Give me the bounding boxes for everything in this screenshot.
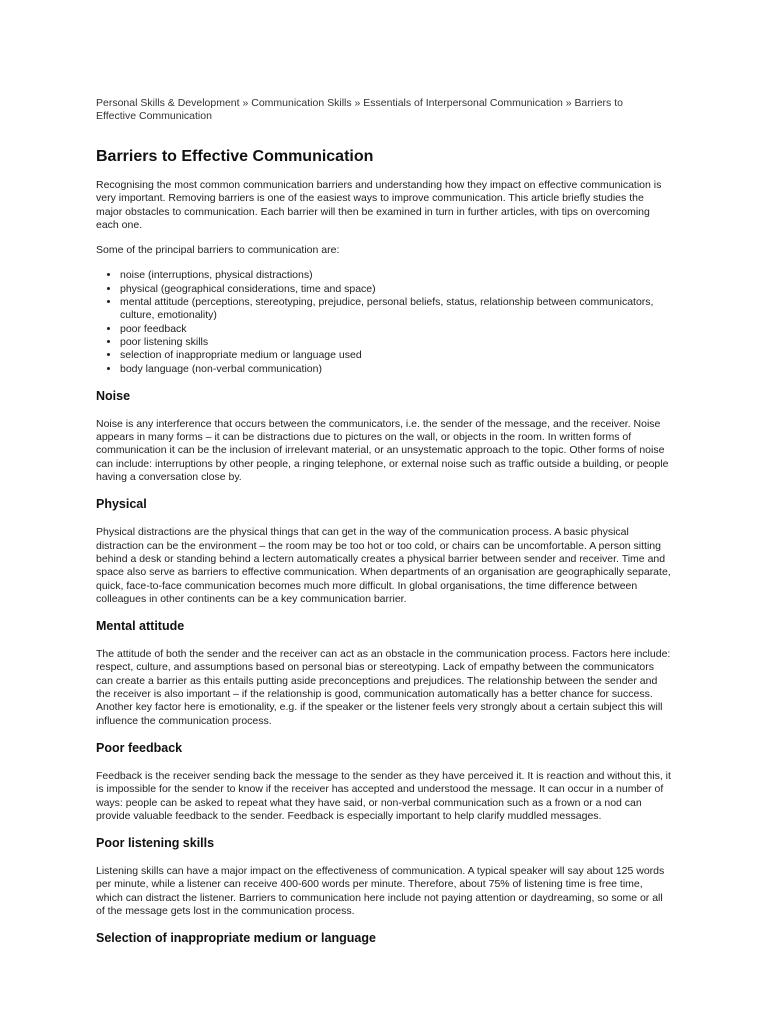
list-item: • noise (interruptions, physical distractions)	[120, 269, 672, 282]
section-heading: Selection of inappropriate medium or language	[96, 931, 376, 946]
section-body: Listening skills can have a major impact on the effectiveness of communication. A typical speaker will say about 125 words per minute, while a listener can receive 400-600 words per minute. Therefore, about 75% of listening time is free time, which can distract the listener. Barriers to communication here include not paying attention or daydreaming, so some or all of the message gets lost in the communication process.	[96, 865, 665, 917]
list-item: • body language (non-verbal communication)	[120, 363, 672, 376]
section-body: Feedback is the receiver sending back the message to the sender as they have perceived it. It is reaction and without this, it is impossible for the sender to know if the receiver has accepted and understood the message. It can occur in a number of ways: people can be asked to repeat what they have said, or non-verbal communication such as a frown or a nod can provide valuable feedback to the sender. Feedback is especially important to help clarify muddled messages.	[96, 769, 671, 822]
intro-paragraph: Recognising the most common communication barriers and understanding how they impact on effective communication is very important. Removing barriers is one of the easiest ways to improve communication. This article briefly studies the major obstacles to communication. Each barrier will then be examined in turn in further articles, with tips on overcoming each one.	[96, 179, 662, 231]
section-noise	[96, 388, 672, 484]
barriers-list	[96, 269, 672, 375]
section-inappropriate-medium	[96, 930, 672, 946]
list-item: • physical (geographical considerations, time and space)	[120, 283, 672, 296]
list-item: • mental attitude (perceptions, stereotyping, prejudice, personal beliefs, status, relationship between communicators, culture, emotionality)	[120, 296, 672, 323]
section-heading: Poor listening skills	[96, 836, 215, 851]
section-body: Noise is any interference that occurs between the communicators, i.e. the sender of the message, and the receiver. Noise appears in many forms – it can be distractions due to pictures on the wall, or objects in the room. In written forms of communication it can be the inclusion of irrelevant material, or an unsystematic approach to the topic. Other forms of noise can include: interruptions by other people, a ringing telephone, or external noise such as traffic outside a building, or people having a conversation close by.	[96, 417, 669, 484]
section-heading: Poor feedback	[96, 740, 183, 755]
page-title: Barriers to Effective Communication	[96, 148, 374, 165]
section-body: The attitude of both the sender and the receiver can act as an obstacle in the communication process. Factors here include: respect, culture, and assumptions based on personal bias or stereotyping. Lack of empathy between the communicators can create a barrier as this entails putting aside preconceptions and prejudices. The relationship between the sender and the receiver is also important – if the relationship is good, communication automatically has a better chance for success. Another key factor here is emotionality, e.g. if the speaker or the listener feels very strongly about a certain subject this will influence the communication process.	[96, 648, 671, 727]
section-mental-attitude	[96, 618, 672, 728]
section-heading: Physical	[96, 497, 147, 512]
section-body: Physical distractions are the physical things that can get in the way of the communication process. A basic physical distraction can be the environment – the room may be too hot or too cold, or chairs can be uncomfortable. A person sitting behind a desk or standing behind a lectern automatically creates a physical barrier between sender and receiver. Time and space also serve as barriers to effective communication. When departments of an organisation are geographically separate, quick, face-to-face communication becomes much more difficult. In global organisations, the time difference between colleagues in other continents can be a key communication barrier.	[96, 526, 671, 605]
list-item: • selection of inappropriate medium or language used	[120, 349, 672, 362]
list-item: • poor listening skills	[120, 336, 672, 349]
list-item: • poor feedback	[120, 323, 672, 336]
section-heading: Mental attitude	[96, 619, 185, 634]
section-poor-feedback	[96, 740, 672, 823]
section-physical	[96, 496, 672, 606]
list-intro: Some of the principal barriers to communication are:	[96, 244, 340, 257]
breadcrumb: Personal Skills & Development » Communication Skills » Essentials of Interpersonal Communication » Barriers to Effective Communication	[96, 97, 623, 122]
section-poor-listening	[96, 835, 672, 918]
section-heading: Noise	[96, 388, 131, 403]
